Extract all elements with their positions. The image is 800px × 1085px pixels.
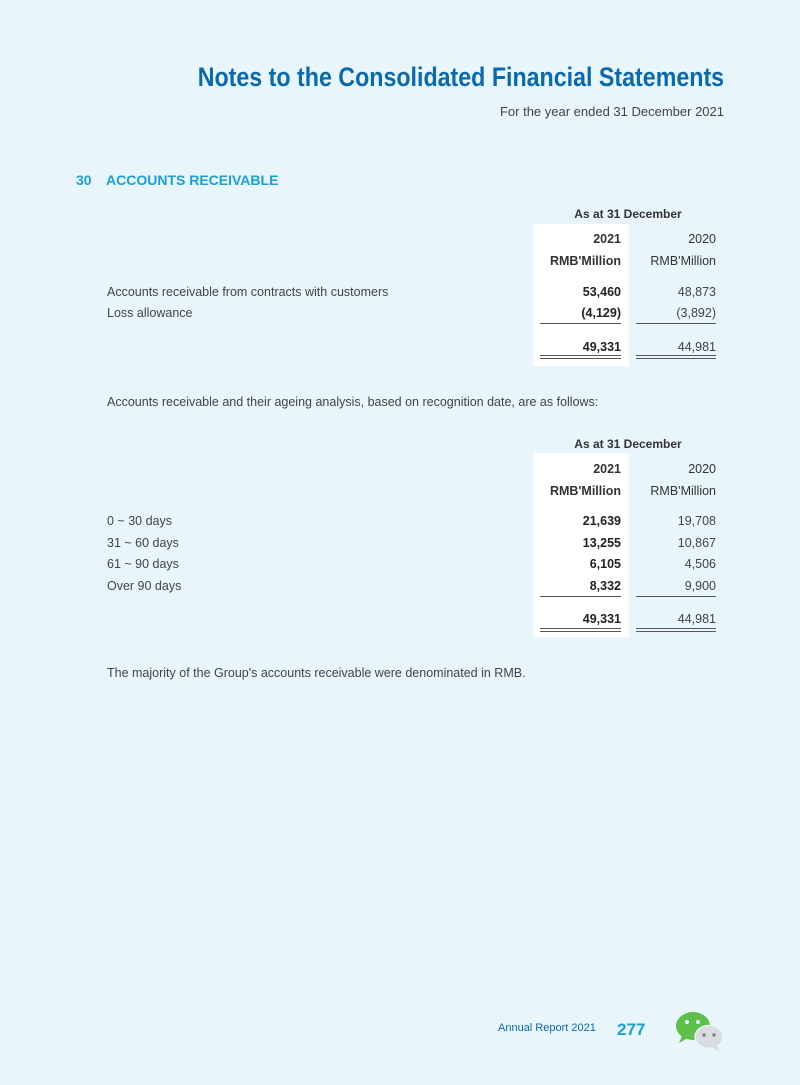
- denomination-paragraph: The majority of the Group's accounts receivable were denominated in RMB.: [107, 666, 526, 680]
- unit-header-2020: RMB'Million: [650, 254, 716, 268]
- total-double-rule-2021: [540, 628, 621, 632]
- table-row-label: Loss allowance: [107, 306, 193, 320]
- unit-header-2021: RMB'Million: [549, 254, 621, 268]
- table-cell-2021: 13,255: [582, 536, 621, 550]
- table-cell-2021: (4,129): [581, 306, 621, 320]
- total-double-rule-2020: [636, 355, 716, 359]
- table-cell-2021: 53,460: [582, 285, 621, 299]
- table-row-label: 61 ~ 90 days: [107, 557, 179, 571]
- total-cell-2021: 49,331: [582, 340, 621, 354]
- unit-header-2021: RMB'Million: [549, 484, 621, 498]
- subtotal-rule-2021: [540, 596, 621, 597]
- table-cell-2021: 6,105: [589, 557, 621, 571]
- total-cell-2020: 44,981: [677, 612, 716, 626]
- table-cell-2020: 19,708: [677, 514, 716, 528]
- column-header-2021: 2021: [593, 462, 621, 476]
- subtotal-rule-2020: [636, 596, 716, 597]
- section-title: ACCOUNTS RECEIVABLE: [106, 172, 279, 188]
- table-cell-2020: 10,867: [677, 536, 716, 550]
- table-cell-2020: 9,900: [684, 579, 716, 593]
- table-row-label: Over 90 days: [107, 579, 182, 593]
- table-cell-2020: (3,892): [676, 306, 716, 320]
- table-cell-2020: 4,506: [684, 557, 716, 571]
- column-header-2020: 2020: [688, 462, 716, 476]
- page-subtitle: For the year ended 31 December 2021: [499, 104, 724, 119]
- wechat-logo-icon: [674, 1010, 726, 1052]
- section-number: 30: [76, 172, 92, 188]
- table-row-label: Accounts receivable from contracts with customers: [107, 285, 389, 299]
- column-header-2020: 2020: [688, 232, 716, 246]
- unit-header-2020: RMB'Million: [650, 484, 716, 498]
- total-cell-2020: 44,981: [677, 340, 716, 354]
- total-cell-2021: 49,331: [582, 612, 621, 626]
- footer-report-title: Annual Report 2021: [498, 1022, 596, 1034]
- table-cell-2020: 48,873: [677, 285, 716, 299]
- total-double-rule-2021: [540, 355, 621, 359]
- table-row-label: 31 ~ 60 days: [107, 536, 179, 550]
- column-header-2021: 2021: [593, 232, 621, 246]
- table-as-at-heading: As at 31 December: [574, 437, 682, 451]
- page-title: Notes to the Consolidated Financial Statements: [197, 62, 724, 92]
- subtotal-rule-2020: [636, 323, 716, 324]
- subtotal-rule-2021: [540, 323, 621, 324]
- page-number: 277: [617, 1020, 646, 1039]
- table-row-label: 0 ~ 30 days: [107, 514, 172, 528]
- total-double-rule-2020: [636, 628, 716, 632]
- table-cell-2021: 8,332: [589, 579, 621, 593]
- section-heading: [76, 172, 278, 188]
- ageing-intro-paragraph: Accounts receivable and their ageing analysis, based on recognition date, are as follows:: [107, 395, 599, 409]
- table-cell-2021: 21,639: [582, 514, 621, 528]
- table-as-at-heading: As at 31 December: [574, 207, 682, 221]
